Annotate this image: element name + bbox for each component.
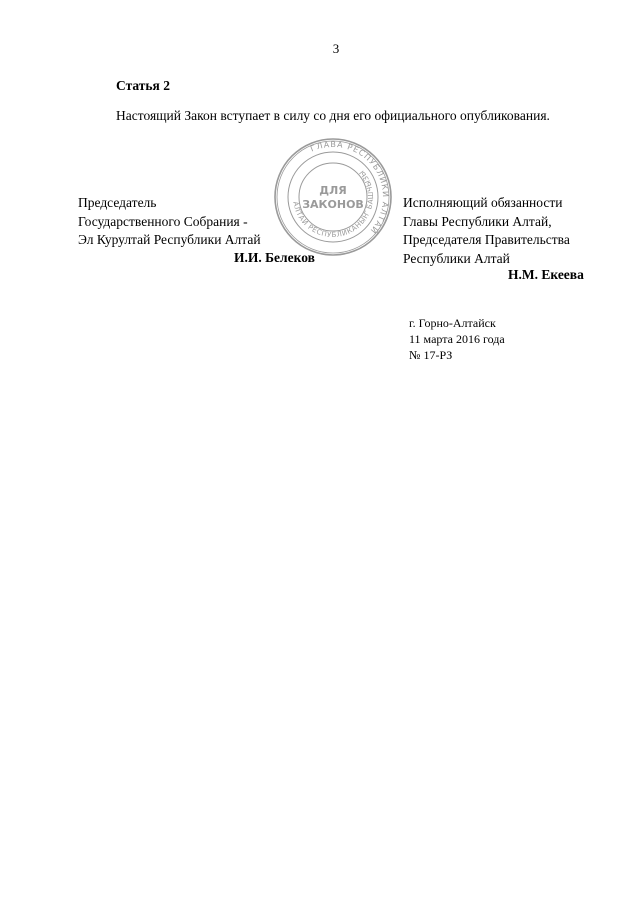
right-signature-block [403,194,570,268]
left-signature-title-line: Эл Курултай Республики Алтай [78,232,261,247]
stamp-center-line: ДЛЯ [319,184,347,197]
right-signature-title-line: Республики Алтай [403,250,510,266]
right-signature-title-line: Главы Республики Алтай, [403,213,552,229]
right-signature-title-line: Председателя Правительства [403,232,570,247]
page-number: 3 [332,41,340,56]
city-line: г. Горно-Алтайск [409,316,496,330]
stamp-outer-text: ГЛАВА РЕСПУБЛИКИ АЛТАЙ [309,139,391,236]
place-date-number-block [409,315,505,363]
official-seal-stamp [272,136,394,258]
article-title: Статья 2 [116,78,170,93]
left-signatory-name: И.И. Белеков [234,250,315,265]
right-signatory-name: Н.М. Екеева [508,267,584,282]
law-number-line: № 17-РЗ [409,348,453,362]
left-signature-block [78,194,261,250]
right-signature-title-line: Исполняющий обязанности [403,195,563,210]
article-body: Настоящий Закон вступает в силу со дня его официального опубликования. [116,108,550,123]
left-signature-title-line: Государственного Собрания - [78,213,248,229]
stamp-inner-text: АЛТАЙ РЕСПУБЛИКАНЫҤ БАШЧЫЗЫ [291,168,376,240]
date-line: 11 марта 2016 года [409,332,505,346]
stamp-center-line: ЗАКОНОВ [302,198,364,211]
left-signature-title-line: Председатель [78,195,157,210]
